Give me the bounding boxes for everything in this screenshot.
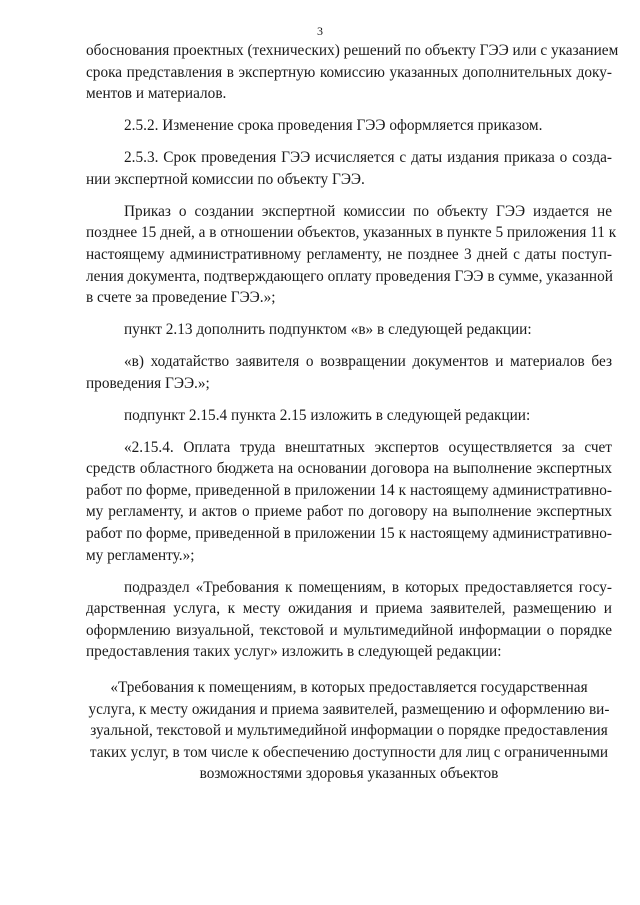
paragraph-list xyxy=(86,40,619,663)
heading-line: зуальной, текстовой и мультимедийной информации о порядке предоставления xyxy=(90,722,608,740)
paragraph-gap xyxy=(86,341,612,351)
heading-line: возможностями здоровья указанных объектов xyxy=(199,765,499,783)
paragraph-gap xyxy=(86,105,612,115)
text-line: настоящему административному регламенту, не позднее 3 дней с даты поступ- xyxy=(86,245,612,263)
text-line: 2.5.3. Срок проведения ГЭЭ исчисляется с даты издания приказа о созда- xyxy=(124,149,612,167)
text-line: нии экспертной комиссии по объекту ГЭЭ. xyxy=(86,170,365,188)
paragraph-gap xyxy=(86,426,612,436)
paragraph-p3 xyxy=(86,147,612,190)
text-line: ментов и материалов. xyxy=(86,85,227,103)
heading-line: «Требования к помещениям, в которых предоставляется государственная xyxy=(110,678,588,696)
heading-line: таких услуг, в том числе к обеспечению доступности для лиц с ограниченными xyxy=(89,743,609,761)
text-line: му регламенту, и актов о приеме работ по договору на выполнение экспертных xyxy=(86,503,612,521)
paragraph-gap xyxy=(86,190,612,200)
paragraph-p8 xyxy=(86,437,612,567)
paragraph-p2 xyxy=(86,115,612,137)
text-line: подраздел «Требования к помещениям, в которых предоставляется госу- xyxy=(124,578,612,596)
text-line: ления документа, подтверждающего оплату проведения ГЭЭ в сумме, указанной xyxy=(86,267,613,285)
text-line: «в) ходатайство заявителя о возвращении документов и материалов без xyxy=(124,353,612,371)
text-line: работ по форме, приведенной в приложении 14 к настоящему административно- xyxy=(86,481,612,499)
text-line: 2.5.2. Изменение срока проведения ГЭЭ оформляется приказом. xyxy=(124,117,543,135)
text-line: проведения ГЭЭ.»; xyxy=(86,374,210,392)
paragraph-p9 xyxy=(86,577,612,663)
paragraph-gap xyxy=(86,566,612,576)
paragraph-gap xyxy=(86,309,612,319)
text-line: дарственная услуга, к месту ожидания и приема заявителей, размещению и xyxy=(86,600,612,618)
text-line: обоснования проектных (технических) решений по объекту ГЭЭ или с указанием xyxy=(86,42,619,59)
paragraph-gap xyxy=(86,137,612,147)
text-line: работ по форме, приведенной в приложении 15 к настоящему административно- xyxy=(86,525,612,543)
heading-line: услуга, к месту ожидания и приема заявителей, размещению и оформлению ви- xyxy=(88,700,610,718)
text-line: средств областного бюджета на основании договора на выполнение экспертных xyxy=(86,460,612,478)
text-line: оформлению визуальной, текстовой и мультимедийной информации о порядке xyxy=(86,621,612,639)
text-line: «2.15.4. Оплата труда внештатных экспертов осуществляется за счет xyxy=(124,438,612,456)
paragraph-p1 xyxy=(86,40,619,105)
text-line: позднее 15 дней, а в отношении объектов, указанных в пункте 5 приложения 11 к xyxy=(86,224,617,242)
text-line: му регламенту.»; xyxy=(86,546,195,564)
text-line: предоставления таких услуг» изложить в следующей редакции: xyxy=(86,643,502,661)
page-number: 3 xyxy=(317,24,323,38)
paragraph-p5 xyxy=(86,319,612,341)
text-line: пункт 2.13 дополнить подпунктом «в» в следующей редакции: xyxy=(124,321,532,339)
text-line: Приказ о создании экспертной комиссии по объекту ГЭЭ издается не xyxy=(124,202,612,220)
paragraph-gap xyxy=(86,394,612,404)
paragraph-p6 xyxy=(86,351,612,394)
text-line: подпункт 2.15.4 пункта 2.15 изложить в следующей редакции: xyxy=(124,406,531,424)
paragraph-p4 xyxy=(86,201,617,309)
paragraph-p7 xyxy=(86,405,612,427)
text-line: в счете за проведение ГЭЭ.»; xyxy=(86,289,276,307)
document-body xyxy=(86,40,619,785)
text-line: срока представления в экспертную комиссию указанных дополнительных доку- xyxy=(86,63,612,81)
section-heading xyxy=(86,677,612,785)
